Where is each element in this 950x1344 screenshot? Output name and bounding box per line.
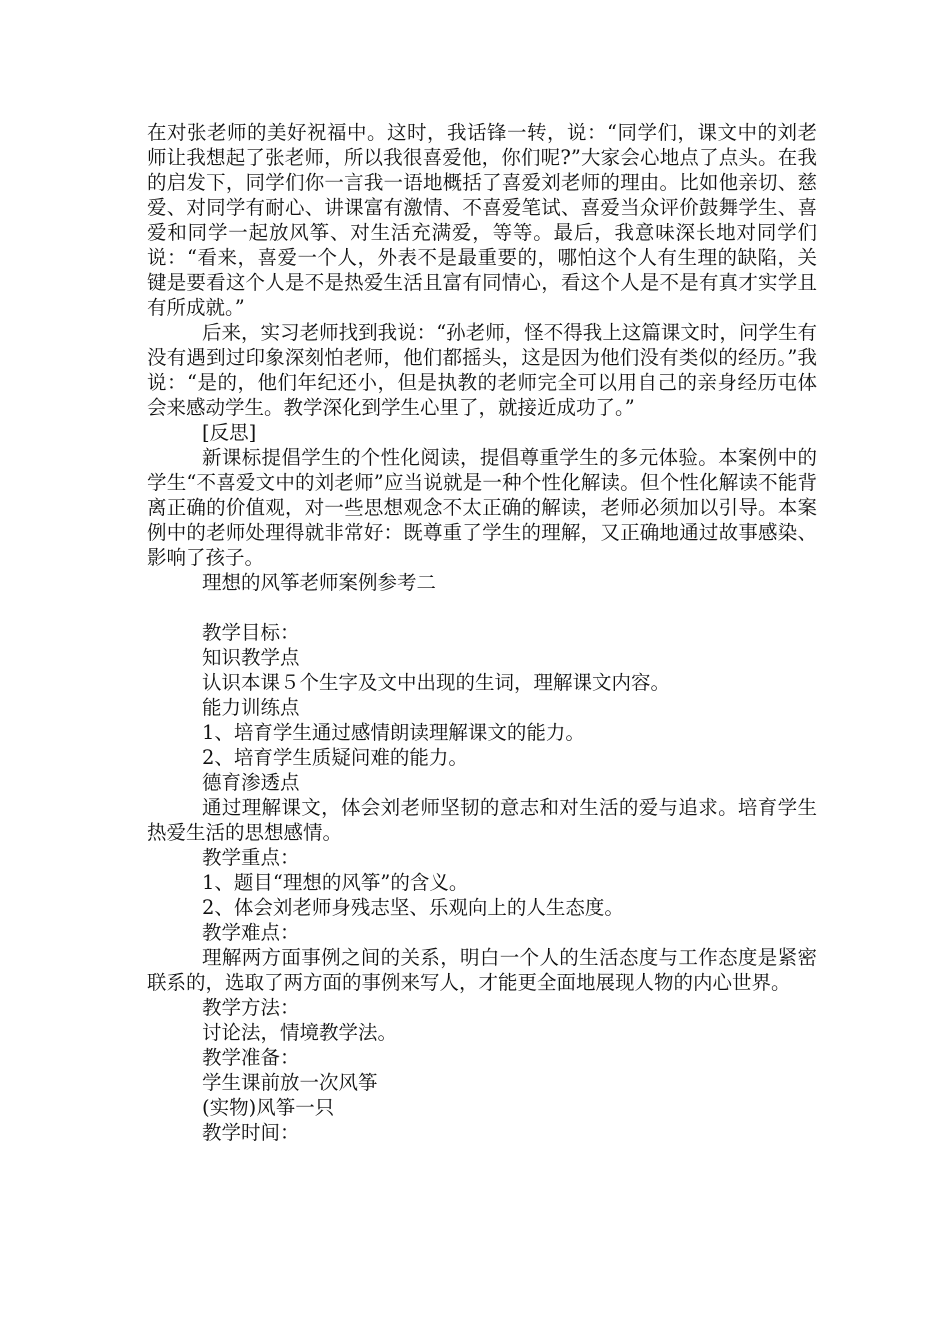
ability-item-1: 1、培育学生通过感情朗读理解课文的能力。 [202, 721, 585, 744]
key-points-heading: 教学重点： [202, 846, 300, 869]
key-point-2: 2、体会刘老师身残志坚、乐观向上的人生态度。 [202, 896, 624, 919]
knowledge-text: 认识本课５个生字及文中出现的生词，理解课文内容。 [202, 671, 671, 694]
goals-heading: 教学目标： [202, 621, 300, 644]
document-page [147, 120, 817, 1145]
knowledge-heading: 知识教学点 [202, 646, 300, 669]
preparation-item-1: 学生课前放一次风筝 [202, 1071, 378, 1094]
difficulty-text: 理解两方面事例之间的关系，明白一个人的生活态度与工作态度是紧密联系的，选取了两方面的事例来写人，才能更全面地展现人物的内心世界。 [147, 946, 817, 994]
paragraph-story-end: 在对张老师的美好祝福中。这时，我话锋一转，说：“同学们，课文中的刘老师让我想起了张老师，所以我很喜爱他，你们呢?”大家会心地点了点头。在我的启发下，同学们你一言我一语地概括了喜爱刘老师的理由。比如他亲切、慈爱、对同学有耐心、讲课富有激情、不喜爱笔试、喜爱当众评价鼓舞学生、喜爱和同学一起放风筝、对生活充满爱，等等。最后，我意味深长地对同学们说：“看来，喜爱一个人，外表不是最重要的，哪怕这个人有生理的缺陷，关键是要看这个人是不是热爱生活且富有同情心，看这个人是不是有真才实学且有所成就。” [147, 121, 817, 319]
paragraph-reflection: 新课标提倡学生的个性化阅读，提倡尊重学生的多元体验。本案例中的学生“不喜爱文中的刘老师”应当说就是一种个性化解读。但个性化解读不能背离正确的价值观，对一些思想观念不太正确的解读，老师必须加以引导。本案例中的老师处理得就非常好：既尊重了学生的理解，又正确地通过故事感染、影响了孩子。 [147, 446, 817, 569]
method-text: 讨论法，情境教学法。 [202, 1021, 398, 1044]
key-point-1: 1、题目“理想的风筝”的含义。 [202, 871, 469, 894]
method-heading: 教学方法： [202, 996, 300, 1019]
paragraph-intern-conversation: 后来，实习老师找到我说：“孙老师，怪不得我上这篇课文时，问学生有没有遇到过印象深刻怕老师，他们都摇头，这是因为他们没有类似的经历。”我说：“是的，他们年纪还小，但是执教的老师完全可以用自己的亲身经历屯体会来感动学生。教学深化到学生心里了，就接近成功了。” [147, 321, 817, 419]
time-heading: 教学时间： [202, 1121, 300, 1144]
ability-item-2: 2、培育学生质疑问难的能力。 [202, 746, 468, 769]
preparation-item-2: (实物)风筝一只 [202, 1096, 335, 1119]
preparation-heading: 教学准备： [202, 1046, 300, 1069]
ability-heading: 能力训练点 [202, 696, 300, 719]
moral-text: 通过理解课文，体会刘老师坚韧的意志和对生活的爱与追求。培育学生热爱生活的思想感情。 [147, 796, 817, 844]
difficulty-heading: 教学难点： [202, 921, 300, 944]
moral-heading: 德育渗透点 [202, 771, 300, 794]
case-title: 理想的风筝老师案例参考二 [202, 571, 437, 594]
blank-line [147, 595, 817, 620]
reflection-heading: [反思] [202, 421, 257, 444]
